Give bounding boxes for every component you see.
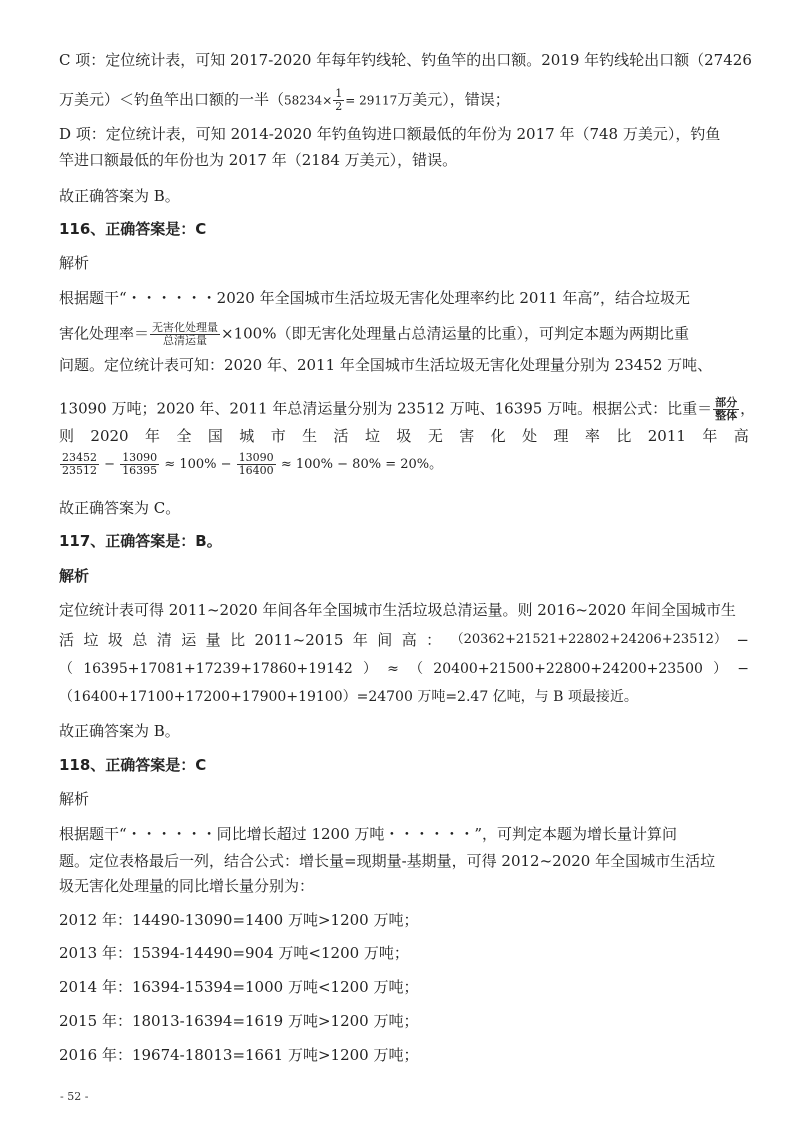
c-item-line-2 [59, 88, 749, 113]
page-number: - 52 - [60, 1090, 89, 1103]
fraction-numerator: 1 [335, 87, 343, 100]
q116-word: 高 [733, 427, 749, 445]
q116-text-c: 13090 万吨；2020 年、2011 年总清运量分别为 23512 万吨、16395 万吨。根据公式：比重＝ [59, 399, 713, 418]
q116-analysis-label: 解析 [59, 254, 90, 272]
q118-line-1: 根据题干“・・・・・・同比增长超过 1200 万吨・・・・・・”，可判定本题为增长量计算问 [59, 825, 678, 843]
q116-text-b: ×100%（即无害化处理量占总清运量的比重），可判定本题为两期比重 [221, 324, 689, 343]
fraction-denominator: 总清运量 [163, 334, 208, 347]
q117-word: 运 [181, 631, 197, 649]
q116-text-d: ， [740, 399, 756, 418]
q116-word: 国 [207, 427, 223, 445]
q116-line-2 [59, 322, 749, 347]
q116-word: 无 [427, 427, 443, 445]
fraction-numerator: 23452 [62, 451, 97, 464]
approx-sign: ≈ [387, 661, 399, 677]
c-item-text-b: 万美元），错误； [397, 90, 510, 109]
q116-word: 2020 [90, 427, 129, 445]
minus-sign: − [104, 457, 116, 472]
q117-answer: 故正确答案为 B。 [59, 722, 180, 740]
q116-share-fraction [713, 397, 739, 422]
q116-approx-text: ≈ 100% − [164, 457, 232, 472]
q116-line-3: 问题。定位统计表可知：2020 年、2011 年全国城市生活垃圾无害化处理量分别为 23452 万吨、 [59, 356, 713, 374]
q116-word: 城 [239, 427, 255, 445]
q116-line-6 [59, 452, 749, 477]
q117-word: 总 [132, 631, 148, 649]
fraction-numerator: 13090 [122, 451, 158, 464]
q116-word: 生 [302, 427, 318, 445]
q117-sum-2011-2015: 16395+17081+17239+17860+19142 [83, 661, 353, 677]
c-item-formula-a: 58234× [284, 93, 333, 108]
fraction-numerator: 13090 [238, 451, 274, 464]
q117-line-3 [59, 659, 749, 679]
fraction-numerator: 部分 [715, 396, 738, 409]
q117-bracket: ） [713, 661, 728, 677]
q116-word: 市 [270, 427, 286, 445]
q117-sum-2016-2020: （20362+21521+22802+24206+23512） [450, 632, 727, 647]
q117-word: 2011~2015 [254, 631, 344, 649]
q116-word: 垃 [364, 427, 380, 445]
fraction-denominator: 16395 [122, 464, 158, 477]
q116-word: 比 [616, 427, 632, 445]
d-item-line-2: 竿进口额最低的年份也为 2017 年（2184 万美元），错误。 [59, 151, 458, 169]
q118-row-2015: 2015 年：18013-16394=1619 万吨>1200 万吨； [59, 1012, 419, 1030]
q117-analysis-label: 解析 [59, 567, 90, 585]
d-item-line-1: D 项：定位统计表，可知 2014-2020 年钓鱼钩进口额最低的年份为 2017 年（748 万美元），钓鱼 [59, 125, 721, 143]
q118-row-2013: 2013 年：15394-14490=904 万吨<1200 万吨； [59, 944, 409, 962]
fraction-numerator: 无害化处理量 [152, 321, 219, 334]
c-item-text-a: 万美元）＜钓鱼竿出口额的一半（ [59, 90, 285, 109]
fraction-denominator: 整体 [715, 409, 738, 422]
q117-heading: 117、正确答案是：B。 [59, 532, 222, 550]
q116-word: 年 [145, 427, 161, 445]
minus-sign: − [737, 661, 749, 677]
q117-word: 圾 [107, 631, 123, 649]
q116-word: 化 [490, 427, 506, 445]
q117-word: 间 [377, 631, 393, 649]
q118-line-3: 圾无害化处理量的同比增长量分别为： [59, 877, 315, 895]
q117-line-2 [59, 630, 749, 650]
q118-row-2016: 2016 年：19674-18013=1661 万吨>1200 万吨； [59, 1046, 419, 1064]
q117-word: 活 [59, 631, 75, 649]
q116-word: 活 [333, 427, 349, 445]
q116-answer: 故正确答案为 C。 [59, 499, 181, 517]
q118-heading: 118、正确答案是：C [59, 756, 207, 774]
c-item-line-1: C 项：定位统计表，可知 2017-2020 年每年钓线轮、钓鱼竿的出口额。2019 年钓线轮出口额（27426 [59, 51, 752, 69]
q116-fraction-2011 [120, 452, 159, 477]
fraction-denominator: 16400 [238, 464, 274, 477]
q117-word: 量 [205, 631, 221, 649]
q117-word: 垃 [83, 631, 99, 649]
q116-word: 年 [702, 427, 718, 445]
q117-rounded-sum-a: 20400+21500+22800+24200+23500 [433, 661, 703, 677]
q118-row-2014: 2014 年：16394-15394=1000 万吨<1200 万吨； [59, 978, 419, 996]
c-item-fraction [333, 88, 344, 113]
q116-text-a: 害化处理率＝ [59, 324, 150, 343]
q117-line-4: （16400+17100+17200+17900+19100）=24700 万吨=2.47 亿吨，与 B 项最接近。 [59, 689, 638, 705]
q118-row-2012: 2012 年：14490-13090=1400 万吨>1200 万吨； [59, 911, 419, 929]
q116-word: 2011 [647, 427, 686, 445]
q117-bracket: （ [409, 661, 424, 677]
q116-word: 全 [176, 427, 192, 445]
q118-analysis-label: 解析 [59, 790, 90, 808]
q116-line-5 [59, 426, 749, 446]
q118-line-2: 题。定位表格最后一列，结合公式：增长量=现期量-基期量，可得 2012~2020 年全国城市生活垃 [59, 852, 716, 870]
q116-fraction-approx [237, 452, 276, 477]
q117-word: 清 [156, 631, 172, 649]
q116-line-4 [59, 396, 756, 422]
q116-word: 则 [59, 427, 75, 445]
q116-word: 处 [522, 427, 538, 445]
c-item-formula-b: = 29117 [345, 93, 398, 108]
q116-word: 理 [553, 427, 569, 445]
q117-line-1: 定位统计表可得 2011~2020 年间各年全国城市生活垃圾总清运量。则 2016~2020 年间全国城市生 [59, 601, 736, 619]
q117-word: 比 [230, 631, 246, 649]
q116-word: 害 [459, 427, 475, 445]
answer-b-line: 故正确答案为 B。 [59, 187, 180, 205]
q116-rate-fraction [150, 322, 220, 347]
q116-line-1: 根据题干“・・・・・・2020 年全国城市生活垃圾无害化处理率约比 2011 年高”，结合垃圾无 [59, 289, 690, 307]
q117-bracket: （ [59, 661, 73, 677]
q117-word: 年 [352, 631, 368, 649]
q116-fraction-2020 [60, 452, 99, 477]
q117-word: 高 [401, 631, 417, 649]
q116-result-text: ≈ 100% − 80% = 20%。 [280, 457, 443, 472]
fraction-denominator: 23512 [62, 464, 97, 477]
q116-word: 率 [584, 427, 600, 445]
q117-word: ： [426, 631, 442, 649]
q116-word: 圾 [396, 427, 412, 445]
minus-sign: − [736, 631, 749, 649]
fraction-denominator: 2 [335, 100, 343, 113]
q117-bracket: ） [362, 661, 377, 677]
q116-heading: 116、正确答案是：C [59, 220, 207, 238]
